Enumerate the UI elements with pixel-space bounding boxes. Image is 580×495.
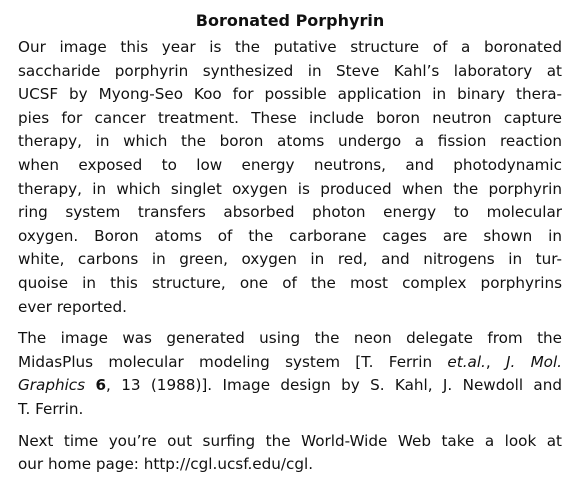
- paragraph-credits: [18, 327, 562, 421]
- citation-journal: Graphics: [18, 376, 86, 395]
- text-run: ,: [485, 352, 506, 371]
- text-line: UCSF by Myong-Seo Koo for possible application in binary thera-: [18, 85, 562, 104]
- text-line: therapy, in which singlet oxygen is produced when the porphyrin: [18, 179, 562, 198]
- text-run: MidasPlus molecular modeling system [T. Ferrin: [18, 352, 448, 371]
- text-run: , 13 (1988)]. Image design by S. Kahl, J. Newdoll and: [106, 376, 563, 395]
- citation-volume: 6: [95, 376, 107, 395]
- text-line: therapy, in which the boron atoms undergo a fission reaction: [18, 132, 562, 151]
- paragraph-homepage: [18, 430, 562, 477]
- text-line: [18, 374, 562, 398]
- document-title: Boronated Porphyrin: [195, 11, 385, 30]
- document-page: [18, 10, 562, 485]
- citation-journal: J. Mol.: [505, 352, 563, 371]
- text-line: saccharide porphyrin synthesized in Steve Kahl’s laboratory at: [18, 61, 562, 80]
- text-line: [18, 351, 562, 375]
- text-line: Next time you’re out surfing the World-Wide Web take a look at: [18, 431, 562, 450]
- text-line: pies for cancer treatment. These include boron neutron capture: [18, 108, 562, 127]
- text-line: when exposed to low energy neutrons, and photodynamic: [18, 155, 562, 174]
- paragraph-description: [18, 36, 562, 319]
- citation-etal: et.al.: [447, 352, 486, 371]
- text-line: T. Ferrin.: [18, 399, 84, 418]
- text-line: ever reported.: [18, 297, 127, 316]
- text-line: ring system transfers absorbed photon energy to molecular: [18, 203, 562, 222]
- text-line: white, carbons in green, oxygen in red, and nitrogens in tur-: [18, 250, 562, 269]
- homepage-line: our home page: http://cgl.ucsf.edu/cgl.: [18, 455, 314, 474]
- text-line: quoise in this structure, one of the most complex porphyrins: [18, 273, 562, 292]
- text-line: Our image this year is the putative structure of a boronated: [18, 38, 562, 56]
- text-line: oxygen. Boron atoms of the carborane cages are shown in: [18, 226, 562, 245]
- text-line: The image was generated using the neon delegate from the: [18, 329, 562, 348]
- text-run: [85, 376, 95, 394]
